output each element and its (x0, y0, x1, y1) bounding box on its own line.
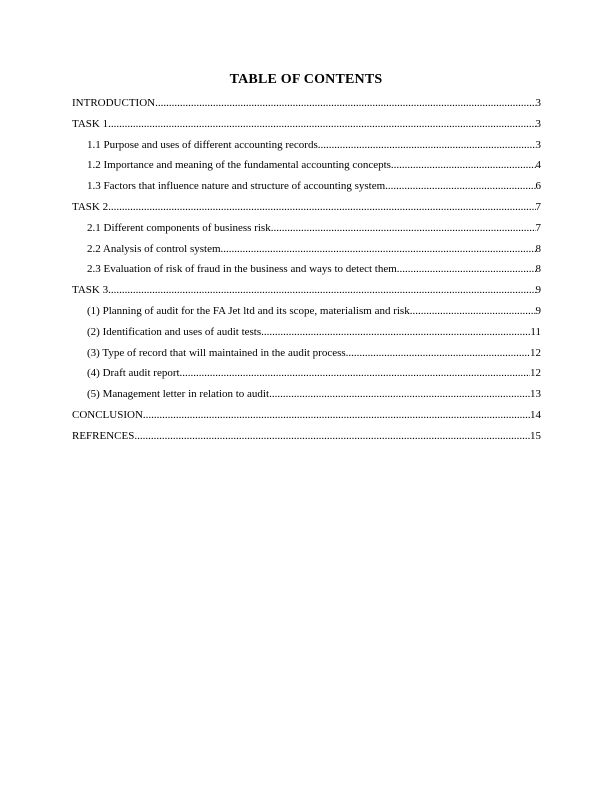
toc-entry[interactable] (72, 408, 541, 429)
toc-entry-page-number: 3 (535, 97, 541, 109)
toc-entry[interactable] (72, 179, 541, 200)
toc-entry[interactable] (72, 200, 541, 221)
toc-entry-page-number: 14 (530, 408, 541, 421)
dot-leader (385, 179, 535, 193)
toc-entry-page-number: 8 (535, 263, 541, 276)
dot-leader (108, 117, 535, 131)
toc-entry-text: 1.1 Purpose and uses of different accounting records (87, 138, 318, 151)
toc-entry-page-number: 7 (535, 221, 541, 234)
toc-entry[interactable] (72, 283, 541, 304)
dot-leader (221, 242, 536, 256)
toc-entry[interactable] (72, 262, 541, 283)
dot-leader (108, 200, 535, 214)
toc-entry[interactable] (72, 158, 541, 179)
toc-entry-text: 1.3 Factors that influence nature and structure of accounting system (87, 180, 386, 193)
toc-entry-text: CONCLUSION (72, 408, 143, 421)
toc-entry-text: (5) Management letter in relation to audit (87, 388, 270, 401)
dot-leader (261, 325, 530, 339)
toc-entry-text: 2.2 Analysis of control system (87, 242, 221, 255)
toc-entry-text: 2.3 Evaluation of risk of fraud in the business and ways to detect them (87, 263, 397, 276)
dot-leader (180, 366, 530, 380)
dot-leader (410, 304, 536, 318)
toc-entry-text: 2.1 Different components of business risk (87, 221, 271, 234)
toc-entry[interactable] (72, 429, 541, 450)
dot-leader (108, 283, 535, 297)
toc-entry[interactable] (72, 221, 541, 242)
dot-leader (134, 429, 530, 443)
toc-entry-page-number: 12 (530, 346, 541, 359)
toc-entry[interactable] (72, 96, 541, 117)
toc-entry-page-number: 9 (535, 284, 541, 297)
dot-leader (391, 158, 536, 172)
toc-entry[interactable] (72, 117, 541, 138)
dot-leader (318, 138, 536, 152)
dot-leader (271, 221, 536, 235)
dot-leader (269, 387, 530, 401)
toc-title: TABLE OF CONTENTS (229, 72, 383, 87)
toc-entry[interactable] (72, 242, 541, 263)
toc-entry-page-number: 11 (530, 325, 541, 338)
toc-entry-text: TASK 2 (72, 200, 109, 213)
toc-entry[interactable] (72, 325, 541, 346)
toc-entry-page-number: 15 (530, 429, 541, 442)
toc-entry-page-number: 3 (535, 117, 541, 130)
toc-entry-page-number: 3 (535, 138, 541, 151)
toc-entry-page-number: 6 (535, 180, 541, 193)
toc-entry-text: (3) Type of record that will maintained in the audit process (87, 346, 346, 359)
toc-entry-text: INTRODUCTION (72, 97, 156, 109)
toc-entry-text: TASK 1 (72, 117, 109, 130)
toc-entry-text: (1) Planning of audit for the FA Jet ltd and its scope, materialism and risk (87, 304, 410, 317)
toc-entry[interactable] (72, 387, 541, 408)
dot-leader (143, 408, 530, 422)
toc-entry-page-number: 9 (535, 304, 541, 317)
dot-leader (346, 346, 530, 360)
toc-entry-page-number: 7 (535, 200, 541, 213)
toc-entry-text: (4) Draft audit report (87, 367, 180, 380)
toc-entry-text: TASK 3 (72, 284, 109, 297)
toc-entry-page-number: 8 (535, 242, 541, 255)
toc-entry-page-number: 12 (530, 367, 541, 380)
dot-leader (155, 96, 535, 110)
toc-entry[interactable] (72, 304, 541, 325)
dot-leader (397, 262, 536, 276)
toc-entry-text: REFRENCES (72, 429, 135, 442)
toc-entry-text: (2) Identification and uses of audit tests (87, 325, 262, 338)
toc-entry-page-number: 13 (530, 388, 541, 401)
toc-entry[interactable] (72, 138, 541, 159)
toc-entry-page-number: 4 (535, 159, 541, 172)
toc-entry-text: 1.2 Importance and meaning of the fundamental accounting concepts (87, 159, 391, 172)
toc-entry[interactable] (72, 346, 541, 367)
table-of-contents (72, 96, 541, 450)
toc-entry[interactable] (72, 366, 541, 387)
